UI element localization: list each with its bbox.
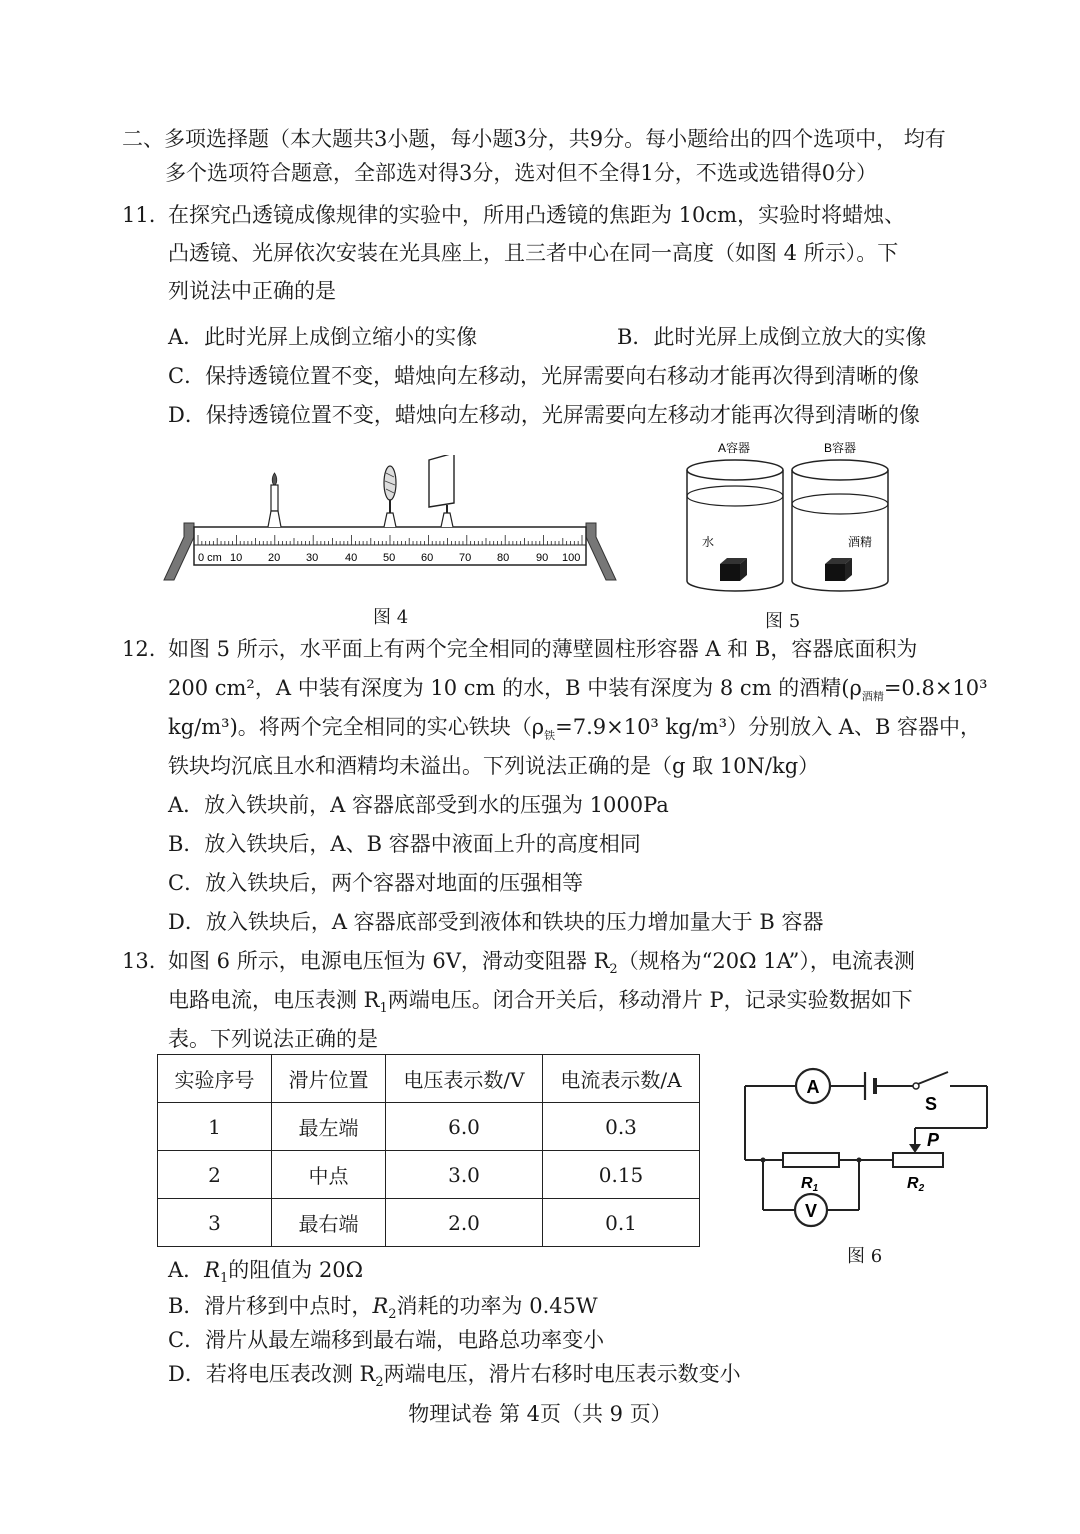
q13-line2 [168, 985, 913, 1024]
q13-option-d [168, 1359, 741, 1398]
q11-option-c: C．保持透镜位置不变，蜡烛向左移动，光屏需要向右移动才能再次得到清晰的像 [168, 364, 920, 388]
ruler-label: 10 [230, 552, 243, 564]
ruler-label: 50 [383, 552, 396, 564]
table-cell: 中点 [272, 1151, 386, 1199]
figure-6-circuit [735, 1060, 995, 1230]
table-row [158, 1151, 700, 1199]
q12-option-d: D．放入铁块后，A 容器底部受到液体和铁块的压力增加量大于 B 容器 [168, 910, 824, 934]
q12-line1: 如图 5 所示，水平面上有两个完全相同的薄壁圆柱形容器 A 和 B，容器底面积为 [168, 637, 918, 661]
table-row [158, 1199, 700, 1247]
ruler-label: 40 [345, 552, 358, 564]
table-header-cell: 电压表示数/V [386, 1055, 543, 1103]
q13-option-a-sub: 1 [219, 1271, 229, 1287]
experiment-data-table [157, 1054, 700, 1247]
alcohol-label: 酒精 [848, 535, 873, 549]
q13-option-b-prefix: B．滑片移到中点时， [168, 1294, 373, 1318]
ruler-label: 80 [497, 552, 510, 564]
ruler-label: 0 cm [198, 552, 222, 564]
table-cell: 6.0 [386, 1103, 543, 1151]
q11-line1: 在探究凸透镜成像规律的实验中，所用凸透镜的焦距为 10cm，实验时将蜡烛、 [168, 203, 906, 227]
q13-option-b-text: 消耗的功率为 0.45W [396, 1294, 598, 1318]
q13-option-a-var: R [204, 1258, 220, 1282]
table-header-cell: 滑片位置 [272, 1055, 386, 1103]
figure-4-caption: 图 4 [373, 607, 409, 628]
q13-line1-text: 如图 6 所示，电源电压恒为 6V，滑动变阻器 R [168, 949, 610, 973]
container-a [687, 460, 783, 591]
ruler-label: 70 [459, 552, 472, 564]
container-a-label: A容器 [718, 441, 751, 455]
voltmeter-label: V [804, 1201, 818, 1221]
voltmeter [795, 1194, 827, 1226]
q12-option-b: B．放入铁块后，A、B 容器中液面上升的高度相同 [168, 832, 641, 856]
q12-number: 12. [122, 637, 156, 661]
q11-option-b: B．此时光屏上成倒立放大的实像 [617, 325, 927, 349]
figure-4-optical-bench [150, 455, 630, 595]
table-cell: 2 [158, 1151, 272, 1199]
table-cell: 3.0 [386, 1151, 543, 1199]
q13-line1 [168, 946, 915, 985]
r2-sub: 2 [609, 962, 618, 978]
r1-sub: 1 [379, 1001, 388, 1017]
ruler-label: 20 [268, 552, 281, 564]
iron-block-b [825, 558, 852, 581]
q11-line3: 列说法中正确的是 [168, 279, 336, 303]
q12-line3-value: =7.9×10³ kg/m³）分别放入 A、B 容器中， [555, 715, 982, 739]
q13-option-a [168, 1255, 363, 1294]
candle [268, 473, 281, 527]
r2-letter: R [907, 1175, 919, 1192]
rho-alcohol-sub: 酒精 [861, 690, 884, 704]
q13-option-b-sub: 2 [388, 1307, 397, 1323]
ammeter-label: A [806, 1077, 820, 1097]
figure-5-caption: 图 5 [765, 611, 801, 632]
r2-label [907, 1175, 925, 1194]
table-header-cell: 电流表示数/A [543, 1055, 700, 1103]
water-label: 水 [702, 535, 715, 549]
table-cell: 0.3 [543, 1103, 700, 1151]
q12-option-a: A．放入铁块前，A 容器底部受到水的压强为 1000Pa [168, 793, 669, 817]
container-b [792, 460, 888, 591]
q13-option-a-text: 的阻值为 20Ω [228, 1258, 364, 1282]
ruler-label: 90 [536, 552, 549, 564]
battery [865, 1072, 875, 1100]
q12-line3-text: kg/m³)。将两个完全相同的实心铁块（ρ [168, 715, 545, 739]
figure-6-caption: 图 6 [847, 1246, 883, 1267]
q13-option-d-text: 两端电压，滑片右移时电压表示数变小 [383, 1362, 741, 1386]
table-cell: 3 [158, 1199, 272, 1247]
q11-option-a: A．此时光屏上成倒立缩小的实像 [168, 325, 478, 349]
figure-5-containers [680, 436, 900, 596]
slider-label: P [927, 1130, 940, 1150]
slider-p [909, 1128, 940, 1153]
q13-option-d-prefix: D．若将电压表改测 R [168, 1362, 376, 1386]
container-b-label: B容器 [824, 441, 857, 455]
ruler-label: 30 [306, 552, 319, 564]
table-cell: 0.1 [543, 1199, 700, 1247]
resistor-r2 [893, 1153, 943, 1194]
q12-line4: 铁块均沉底且水和酒精均未溢出。下列说法正确的是（g 取 10N/kg） [168, 754, 820, 778]
q11-number: 11. [122, 203, 156, 227]
ammeter [796, 1069, 830, 1103]
q12-line2-value: =0.8×10³ [883, 676, 988, 700]
q12-option-c: C．放入铁块后，两个容器对地面的压强相等 [168, 871, 584, 895]
table-header-cell: 实验序号 [158, 1055, 272, 1103]
table-cell: 最右端 [272, 1199, 386, 1247]
table-cell: 1 [158, 1103, 272, 1151]
page-footer: 物理试卷 第 4页（共 9 页） [408, 1402, 672, 1426]
q12-line3 [168, 712, 981, 751]
q13-option-b-var: R [372, 1294, 389, 1318]
table-cell: 最左端 [272, 1103, 386, 1151]
section-title-line2: 多个选项符合题意，全部选对得3分，选对但不全得1分，不选或选错得0分） [165, 161, 878, 185]
rho-iron-sub: 铁 [544, 729, 556, 743]
q13-line2-text: 电路电流，电压表测 R [168, 988, 380, 1012]
q13-option-a-prefix: A． [168, 1258, 205, 1282]
table-row [158, 1103, 700, 1151]
r1-subscript: 1 [812, 1183, 819, 1194]
q13-line3: 表。下列说法正确的是 [168, 1027, 378, 1051]
ruler-label: 60 [421, 552, 434, 564]
switch-label: S [925, 1094, 938, 1114]
q13-option-d-sub: 2 [375, 1375, 384, 1391]
table-header-row [158, 1055, 700, 1103]
r1-label [801, 1175, 819, 1194]
q11-option-d: D．保持透镜位置不变，蜡烛向左移动，光屏需要向左移动才能再次得到清晰的像 [168, 403, 920, 427]
iron-block-a [720, 558, 747, 581]
section-title-line1: 二、多项选择题（本大题共3小题，每小题3分，共9分。每小题给出的四个选项中， 均有 [122, 127, 946, 151]
q13-line1-rest: （规格为“20Ω 1A”），电流表测 [617, 949, 915, 973]
q11-line2: 凸透镜、光屏依次安装在光具座上，且三者中心在同一高度（如图 4 所示）。下 [168, 241, 899, 265]
q12-line2-text: 200 cm²，A 中装有深度为 10 cm 的水，B 中装有深度为 8 cm 的酒精(ρ [168, 676, 862, 700]
r2-subscript: 2 [918, 1183, 925, 1194]
table-cell: 2.0 [386, 1199, 543, 1247]
q13-option-c: C．滑片从最左端移到最右端，电路总功率变小 [168, 1328, 605, 1352]
r1-letter: R [801, 1175, 813, 1192]
q13-line2-rest: 两端电压。闭合开关后，移动滑片 P，记录实验数据如下 [387, 988, 913, 1012]
ruler-label: 100 [562, 552, 581, 564]
resistor-r1 [783, 1153, 839, 1194]
table-cell: 0.15 [543, 1151, 700, 1199]
q13-number: 13. [122, 949, 156, 973]
convex-lens [384, 466, 396, 527]
q12-line2 [168, 673, 988, 712]
switch [913, 1072, 948, 1114]
light-screen [429, 455, 454, 527]
